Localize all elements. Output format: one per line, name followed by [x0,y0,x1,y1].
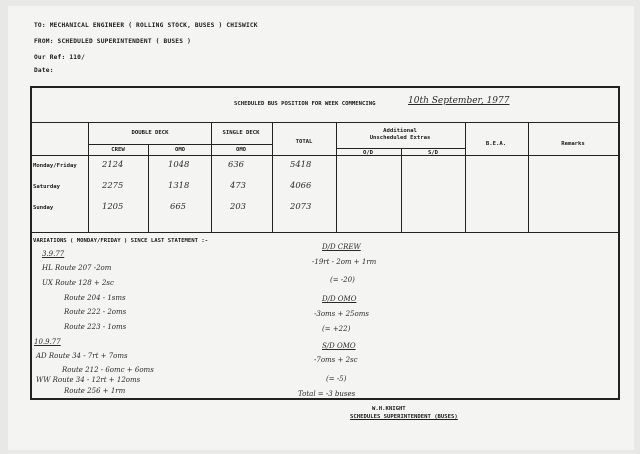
total-value: 4066 [290,180,312,190]
single-deck-header: SINGLE DECK [222,130,260,136]
row-label: Sunday [33,205,54,211]
single-omo-value: 636 [228,159,244,169]
omo-header: OMO [174,147,186,153]
summary-line: (= -5) [326,375,347,383]
summary-heading: D/D CREW [322,243,361,251]
title-row-divider [31,122,619,123]
col-divider [272,122,273,232]
variation-line: Route 204 - 1sms [64,294,126,302]
signature-title: SCHEDULES SUPERINTENDENT (BUSES) [350,414,458,420]
bea-header: B.E.A. [485,141,507,147]
crew-value: 1205 [102,201,124,211]
single-omo-value: 473 [230,180,246,190]
col-divider [211,122,212,232]
col-divider [88,122,89,232]
od-header: O/D [362,150,374,156]
remarks-header: Remarks [561,141,585,147]
crew-header: CREW [111,147,125,153]
variation-line: Route 212 - 6omc + 6oms [62,366,154,374]
summary-heading: S/D OMO [322,342,356,350]
table-bottom-divider [31,232,619,233]
week-date: 10th September, 1977 [408,96,510,106]
deck-subheader-divider [88,144,272,145]
sd-header: S/D [427,150,439,156]
variation-line: Route 256 + 1rm [64,387,126,395]
memo-from-line: FROM: SCHEDULED SUPERINTENDENT ( BUSES ) [34,38,192,45]
summary-line: -3oms + 25oms [314,310,369,318]
summary-line: (= +22) [322,325,351,333]
variation-line: AD Route 34 - 7rt + 7oms [36,352,128,360]
col-divider [528,122,529,232]
crew-value: 2275 [102,180,124,190]
double-deck-header: DOUBLE DECK [131,130,169,136]
variation-line: WW Route 34 - 12rt + 12oms [36,376,141,384]
single-omo-value: 203 [230,201,246,211]
variation-line: Route 223 - 1oms [64,323,127,331]
total-header: TOTAL [295,139,313,145]
form-title: SCHEDULED BUS POSITION FOR WEEK COMMENCING [234,101,376,107]
crew-value: 2124 [102,159,124,169]
omo-value: 1048 [168,159,190,169]
summary-heading: D/D OMO [322,295,357,303]
variation-date: 3.9.77 [42,250,65,258]
omo-value: 1318 [168,180,190,190]
summary-line: (= -20) [330,276,355,284]
summary-line: -19rt - 2om + 1rm [312,258,377,266]
variation-line: HL Route 207 -2om [42,264,112,272]
omo-value: 665 [170,201,186,211]
summary-line: -7oms + 2sc [314,356,358,364]
memo-ref-line: Our Ref: 110/ [34,54,86,61]
summary-total: Total = -3 buses [298,390,356,398]
total-value: 2073 [290,201,312,211]
col-divider [401,148,402,232]
variation-date: 10.9.77 [34,338,61,346]
row-label: Monday/Friday [33,163,77,169]
col-divider [148,144,149,232]
variation-line: UX Route 128 + 2sc [42,279,114,287]
row-label: Saturday [33,184,60,190]
variations-heading: VARIATIONS ( MONDAY/FRIDAY ) SINCE LAST STATEMENT :- [33,238,209,244]
total-value: 5418 [290,159,312,169]
unscheduled-extras-header: Unscheduled Extras [369,135,431,141]
col-divider [465,122,466,232]
additional-header: Additional [383,128,417,134]
header-bottom-divider [31,155,619,156]
col-divider [336,122,337,232]
single-omo-header: OMO [235,147,247,153]
memo-to-line: TO: MECHANICAL ENGINEER ( ROLLING STOCK, BUSES ) CHISWICK [34,22,258,29]
variation-line: Route 222 - 2oms [64,308,127,316]
signature-name: W.H.KNIGHT [372,406,406,412]
memo-date-line: Date: [34,67,54,74]
